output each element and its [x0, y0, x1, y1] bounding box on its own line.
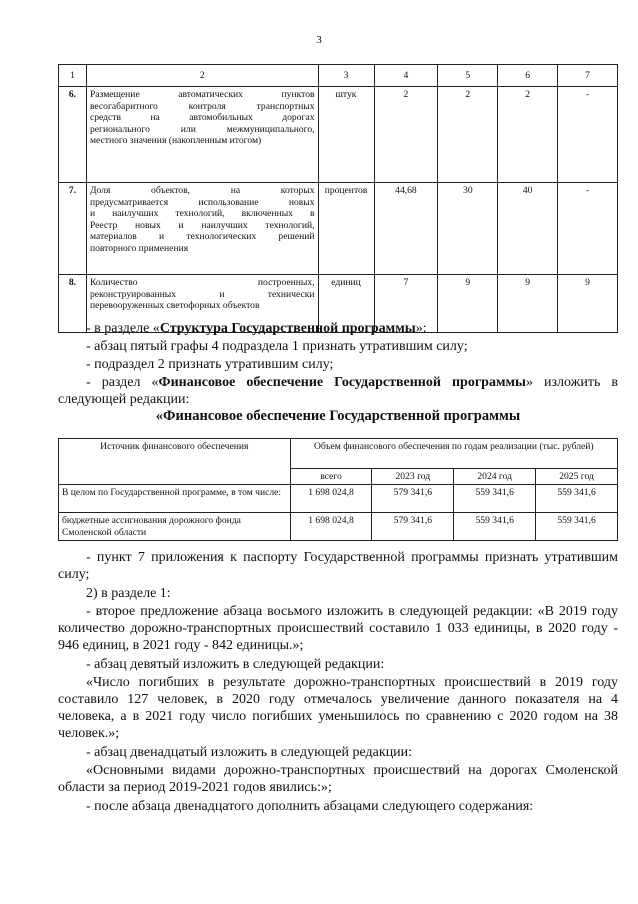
- paragraph: «Основными видами дорожно-транспортных происшествий на дорогах Смоленской области за период 2019-2021 годов явились:»;: [58, 763, 618, 795]
- text-line: Реестр новых и наилучших технологий,: [89, 219, 315, 231]
- text-line: Размещение автоматических пунктов: [89, 89, 315, 100]
- text-line: материалов и технологических решений: [89, 231, 315, 243]
- value-cell: 1 698 024,8: [290, 485, 372, 513]
- value-cell: -: [558, 183, 618, 275]
- table-row: [59, 513, 618, 541]
- value-cell: 559 341,6: [536, 513, 618, 541]
- text-line: предусматривается использование новых: [89, 196, 315, 208]
- text-fragment: »:: [415, 321, 427, 336]
- value-cell: 9: [438, 275, 498, 333]
- value-cell: 559 341,6: [454, 485, 536, 513]
- paragraph: - абзац пятый графы 4 подраздела 1 признать утратившим силу;: [86, 339, 468, 354]
- text-fragment: - раздел «: [86, 375, 159, 390]
- value-cell: 2: [374, 87, 438, 183]
- text-bold: Структура Государственной программы: [159, 321, 416, 336]
- paragraph: 2) в разделе 1:: [86, 586, 171, 601]
- text-line: реконструированных и технически: [89, 288, 315, 300]
- text-line: Доля объектов, на которых: [89, 185, 315, 196]
- text-line: и наилучших технологий, включенных в: [89, 208, 315, 220]
- value-cell: 44,68: [374, 183, 438, 275]
- paragraph-structure: [58, 320, 618, 337]
- indicator-name: [86, 87, 318, 183]
- text-line: весогабаритного контроля транспортных: [89, 100, 315, 112]
- col-2024-header: 2024 год: [454, 469, 536, 485]
- col-2023-header: 2023 год: [372, 469, 454, 485]
- indicator-name: [86, 183, 318, 275]
- value-cell: 559 341,6: [536, 485, 618, 513]
- paragraph: - после абзаца двенадцатого дополнить абзацами следующего содержания:: [86, 799, 534, 814]
- section-title: «Финансовое обеспечение Государственной программы: [155, 408, 521, 424]
- header-cell: 4: [374, 65, 438, 87]
- text-line: регионального или межмуниципального,: [89, 123, 315, 135]
- header-cell: 7: [558, 65, 618, 87]
- value-cell: 7: [374, 275, 438, 333]
- row-number: 7.: [59, 183, 87, 275]
- value-cell: 2: [438, 87, 498, 183]
- header-cell: 1: [59, 65, 87, 87]
- volume-header: Объем финансового обеспечения по годам реализации (тыс. рублей): [290, 439, 617, 469]
- page-number: 3: [316, 34, 322, 46]
- value-cell: 579 341,6: [372, 485, 454, 513]
- paragraph: - абзац девятый изложить в следующей редакции:: [86, 657, 385, 672]
- text-line: повторного применения: [89, 242, 189, 254]
- value-cell: 40: [498, 183, 558, 275]
- paragraph: - абзац двенадцатый изложить в следующей редакции:: [86, 745, 413, 760]
- header-cell: 2: [86, 65, 318, 87]
- value-cell: 9: [558, 275, 618, 333]
- value-cell: 2: [498, 87, 558, 183]
- text-line: перевооруженных светофорных объектов: [89, 300, 260, 312]
- row-label: В целом по Государственной программе, в том числе:: [59, 485, 291, 513]
- value-cell: 579 341,6: [372, 513, 454, 541]
- table-row: [59, 87, 618, 183]
- header-cell: 5: [438, 65, 498, 87]
- text-bold: Финансовое обеспечение Государственной программы: [158, 375, 526, 390]
- col-total-header: всего: [290, 469, 372, 485]
- source-header: Источник финансового обеспечения: [59, 439, 291, 485]
- header-cell: 3: [318, 65, 374, 87]
- indicators-table: [58, 64, 618, 333]
- paragraph: «Число погибших в результате дорожно-транспортных происшествий в 2019 году составило 127 человек, в 2020 году отмечалось увеличение данного показателя на 4 человека, а в 2021 году число погибших уменьшилось по сравнению с 2020 годом на 38 человек.»;: [58, 675, 618, 741]
- table-header-row: [59, 65, 618, 87]
- financing-table: [58, 438, 618, 541]
- header-cell: 6: [498, 65, 558, 87]
- value-cell: 9: [498, 275, 558, 333]
- paragraph: - второе предложение абзаца восьмого изложить в следующей редакции: «В 2019 году количество дорожно-транспортных происшествий составило 1 033 единицы, в 2020 году - 946 единиц, в 2021 году - 842 единицы.»;: [58, 604, 618, 653]
- text-line: местного значения (накопленным итогом): [89, 135, 262, 147]
- value-cell: 30: [438, 183, 498, 275]
- row-number: 6.: [59, 87, 87, 183]
- table-header-row: [59, 439, 618, 469]
- value-cell: 1 698 024,8: [290, 513, 372, 541]
- paragraph-financing: [58, 374, 618, 408]
- row-number: 8.: [59, 275, 87, 333]
- paragraph: - подраздел 2 признать утратившим силу;: [86, 357, 334, 372]
- text-line: Количество построенных,: [89, 277, 315, 288]
- table-row: [59, 485, 618, 513]
- text-fragment: - в разделе «: [86, 321, 160, 336]
- unit-cell: штук: [318, 87, 374, 183]
- value-cell: 559 341,6: [454, 513, 536, 541]
- paragraph: - пункт 7 приложения к паспорту Государственной программы признать утратившим силу;: [58, 550, 618, 582]
- col-2025-header: 2025 год: [536, 469, 618, 485]
- unit-cell: единиц: [318, 275, 374, 333]
- row-label: бюджетные ассигнования дорожного фонда Смоленской области: [59, 513, 291, 541]
- text-fragment: » изложить в следующей редакции:: [58, 375, 618, 407]
- text-line: средств на автомобильных дорогах: [89, 112, 315, 124]
- table-row: [59, 183, 618, 275]
- unit-cell: процентов: [318, 183, 374, 275]
- value-cell: -: [558, 87, 618, 183]
